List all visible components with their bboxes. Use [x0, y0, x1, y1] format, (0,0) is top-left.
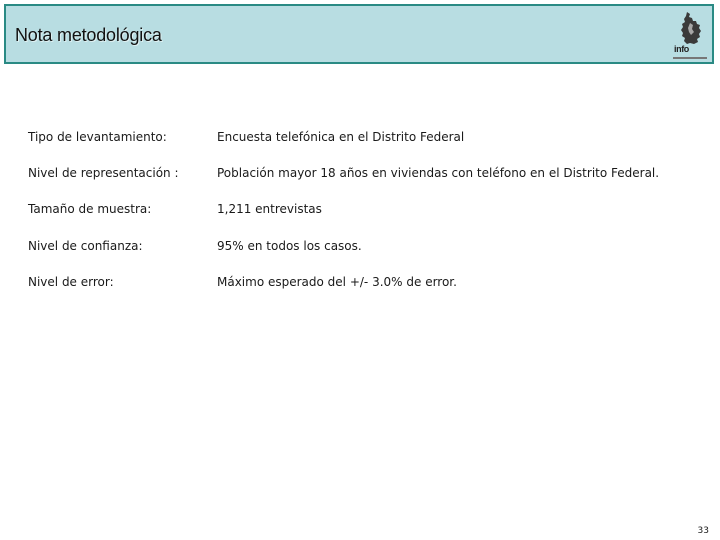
- table-row: [28, 237, 708, 273]
- table-row: [28, 200, 708, 236]
- page-number: 33: [697, 526, 709, 536]
- page-title: Nota metodológica: [15, 25, 162, 45]
- row-value: Población mayor 18 años en viviendas con teléfono en el Distrito Federal.: [217, 166, 660, 181]
- table-row: [28, 128, 708, 164]
- row-value: Máximo esperado del +/- 3.0% de error.: [217, 274, 457, 289]
- table-row: [28, 273, 708, 309]
- row-label: Tamaño de muestra:: [28, 202, 152, 217]
- methodology-table: [28, 128, 708, 309]
- logo-tagline-rule: [673, 57, 707, 59]
- row-label: Nivel de representación :: [28, 166, 179, 181]
- row-label: Tipo de levantamiento:: [28, 130, 167, 144]
- row-value: Encuesta telefónica en el Distrito Federal: [217, 130, 465, 144]
- logo-wordmark: info: [674, 44, 689, 54]
- row-label: Nivel de error:: [28, 274, 114, 289]
- mexico-city-map-icon: [673, 11, 709, 45]
- table-row: [28, 164, 708, 200]
- title-band: [4, 4, 714, 64]
- row-value: 1,211 entrevistas: [217, 202, 322, 217]
- row-value: 95% en todos los casos.: [217, 238, 362, 253]
- info-df-logo: [673, 11, 709, 63]
- row-label: Nivel de confianza:: [28, 238, 143, 253]
